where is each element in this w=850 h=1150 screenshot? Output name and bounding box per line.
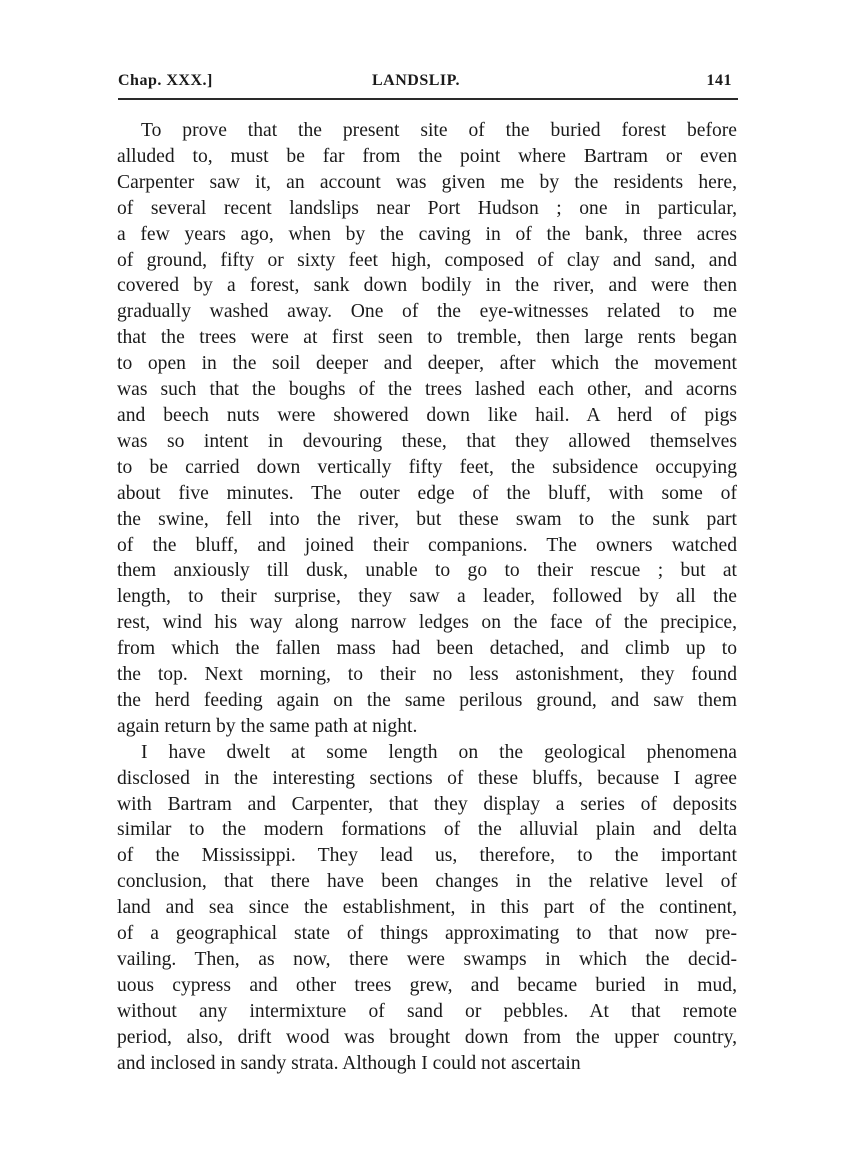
- text-line: of ground, fifty or sixty feet high, composed of clay and sand, and: [117, 249, 737, 271]
- text-line: Carpenter saw it, an account was given me by the residents here,: [117, 171, 737, 193]
- text-line: alluded to, must be far from the point where Bartram or even: [117, 145, 737, 167]
- text-line: them anxiously till dusk, unable to go to their rescue ; but at: [117, 560, 737, 582]
- header-rule: [118, 98, 738, 100]
- text-line: with Bartram and Carpenter, that they display a series of deposits: [117, 793, 737, 815]
- chapter-label: Chap. XXX.]: [118, 72, 213, 89]
- text-line: period, also, drift wood was brought down from the upper country,: [117, 1026, 737, 1048]
- text-line: to open in the soil deeper and deeper, after which the movement: [117, 353, 737, 375]
- text-line: was so intent in devouring these, that they allowed themselves: [117, 430, 737, 452]
- text-line: to be carried down vertically fifty feet, the subsidence occupying: [117, 456, 737, 478]
- text-line: of the Mississippi. They lead us, therefore, to the important: [117, 845, 737, 867]
- text-line: that the trees were at first seen to tremble, then large rents began: [117, 327, 737, 349]
- text-line: land and sea since the establishment, in this part of the continent,: [117, 897, 737, 919]
- text-line: was such that the boughs of the trees lashed each other, and acorns: [117, 379, 737, 401]
- text-line: vailing. Then, as now, there were swamps in which the decid-: [117, 949, 737, 970]
- text-line: again return by the same path at night.: [117, 715, 418, 737]
- text-line: without any intermixture of sand or pebbles. At that remote: [117, 1000, 737, 1022]
- text-line: To prove that the present site of the buried forest before: [141, 120, 737, 141]
- paragraph: [117, 740, 737, 1077]
- text-line: from which the fallen mass had been detached, and climb up to: [117, 638, 737, 660]
- running-title: LANDSLIP.: [372, 72, 460, 89]
- text-line: a few years ago, when by the caving in of the bank, three acres: [117, 223, 737, 245]
- text-line: rest, wind his way along narrow ledges on the face of the precipice,: [117, 612, 737, 634]
- text-line: uous cypress and other trees grew, and became buried in mud,: [117, 974, 737, 996]
- paragraph: [117, 118, 737, 740]
- text-line: of several recent landslips near Port Hudson ; one in particular,: [117, 197, 737, 219]
- text-line: I have dwelt at some length on the geological phenomena: [141, 741, 737, 763]
- body-text: [117, 118, 737, 1077]
- text-line: disclosed in the interesting sections of these bluffs, because I agree: [117, 767, 737, 789]
- text-line: length, to their surprise, they saw a leader, followed by all the: [117, 586, 737, 608]
- text-line: conclusion, that there have been changes in the relative level of: [117, 871, 737, 893]
- text-line: and inclosed in sandy strata. Although I could not ascertain: [117, 1052, 581, 1074]
- text-line: the top. Next morning, to their no less astonishment, they found: [117, 664, 737, 686]
- text-line: the herd feeding again on the same perilous ground, and saw them: [117, 689, 737, 711]
- text-line: and beech nuts were showered down like hail. A herd of pigs: [117, 404, 737, 426]
- text-line: about five minutes. The outer edge of the bluff, with some of: [117, 482, 737, 504]
- text-line: of a geographical state of things approximating to that now pre-: [117, 923, 737, 945]
- text-line: the swine, fell into the river, but these swam to the sunk part: [117, 508, 737, 530]
- running-header: [118, 66, 738, 94]
- page-number: 141: [706, 72, 732, 89]
- text-line: of the bluff, and joined their companions. The owners watched: [117, 534, 737, 556]
- text-line: gradually washed away. One of the eye-witnesses related to me: [117, 301, 737, 323]
- text-line: similar to the modern formations of the alluvial plain and delta: [117, 819, 737, 841]
- text-line: covered by a forest, sank down bodily in the river, and were then: [117, 275, 737, 297]
